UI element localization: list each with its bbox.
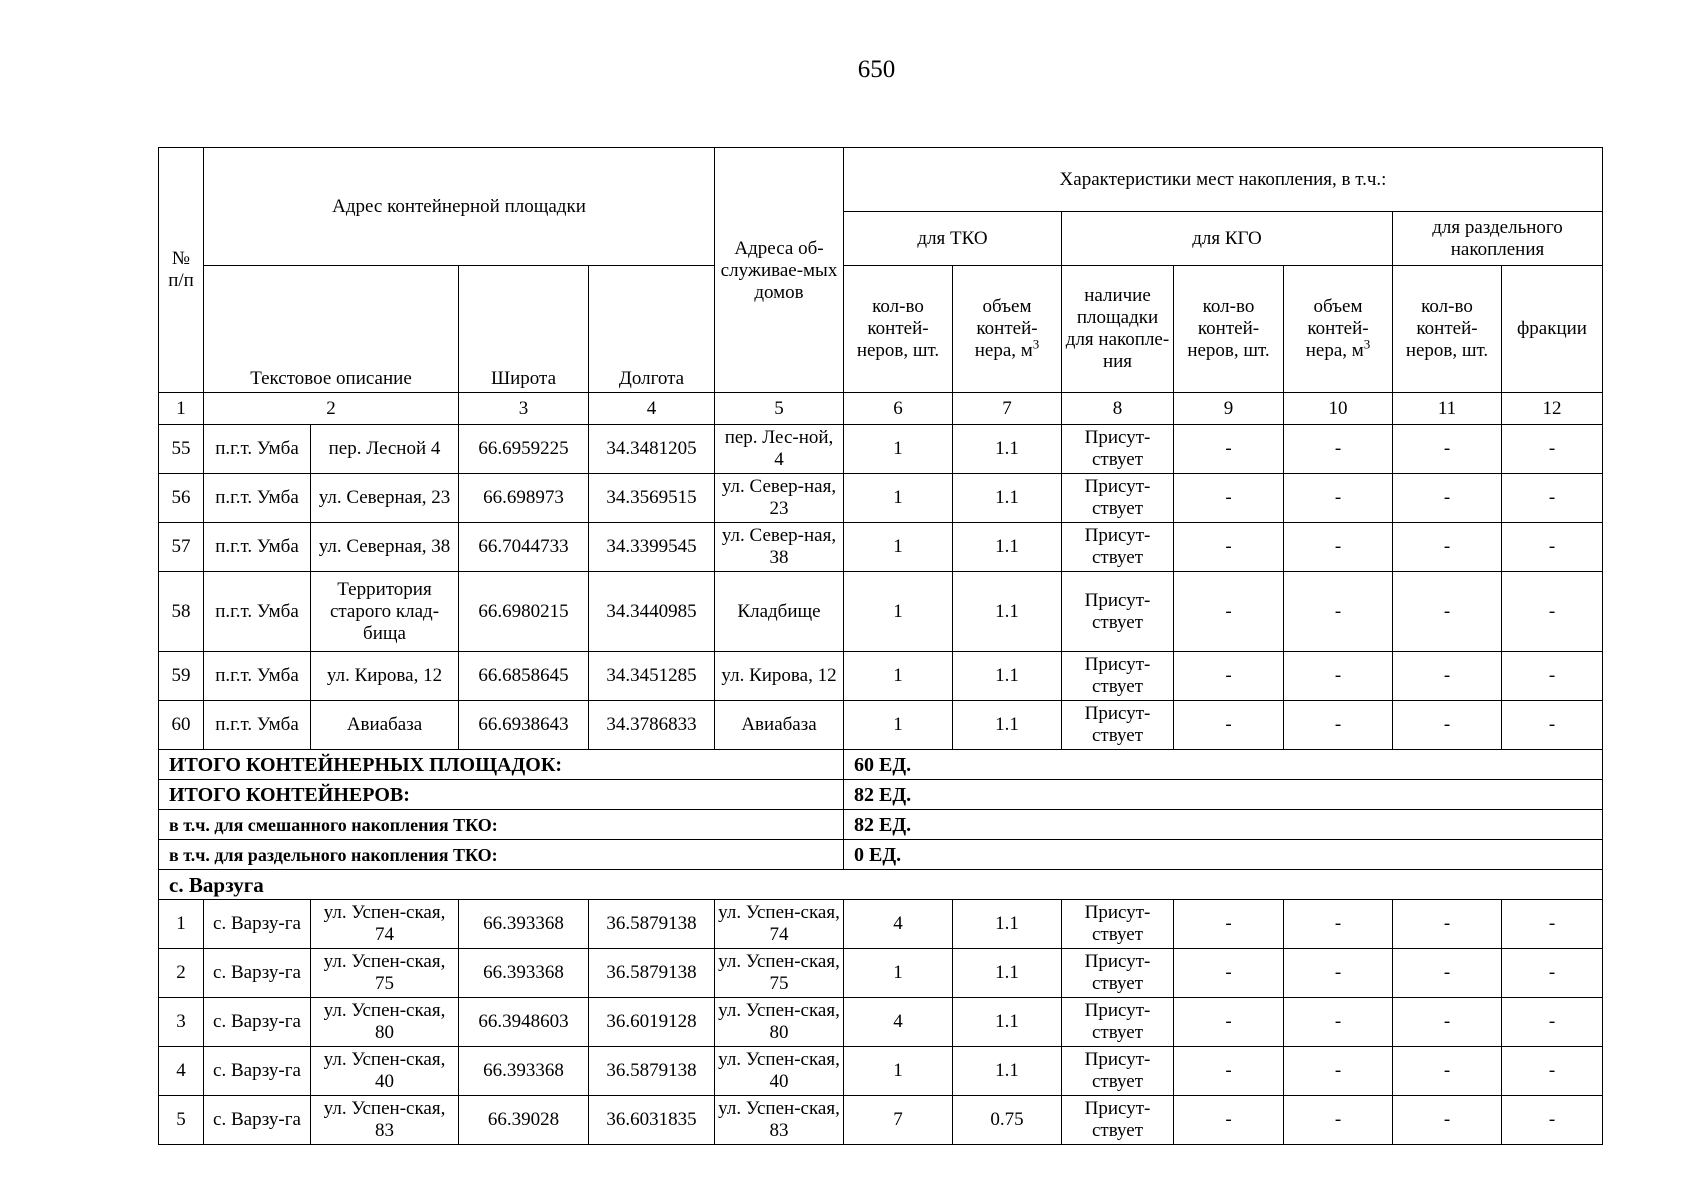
column-number: 10: [1284, 393, 1393, 425]
served-houses: ул. Успен-ская, 83: [715, 1096, 844, 1145]
separate-fractions: -: [1502, 949, 1603, 998]
kgo-site-presence: Присут-ствует: [1062, 998, 1174, 1047]
total-row: [159, 780, 1603, 810]
latitude: 66.7044733: [459, 523, 589, 572]
separate-fractions: -: [1502, 900, 1603, 949]
total-row: [159, 750, 1603, 780]
table-row: [159, 900, 1603, 949]
row-number: 59: [159, 652, 204, 701]
locality: п.г.т. Умба: [204, 652, 311, 701]
street-address: пер. Лесной 4: [311, 425, 459, 474]
tko-container-volume: 1.1: [953, 572, 1062, 652]
street-address: ул. Северная, 23: [311, 474, 459, 523]
kgo-site-presence: Присут-ствует: [1062, 425, 1174, 474]
header-tko-volume: объем контей-нера, $м^3$: [953, 266, 1062, 393]
tko-container-volume: 0.75: [953, 1096, 1062, 1145]
kgo-container-volume: -: [1284, 1047, 1393, 1096]
served-houses: ул. Успен-ская, 75: [715, 949, 844, 998]
separate-container-count: -: [1393, 425, 1502, 474]
street-address: ул. Северная, 38: [311, 523, 459, 572]
separate-container-count: -: [1393, 900, 1502, 949]
row-number: 5: [159, 1096, 204, 1145]
header-characteristics: Характеристики мест накопления, в т.ч.:: [844, 148, 1603, 212]
kgo-container-volume: -: [1284, 425, 1393, 474]
street-address: ул. Кирова, 12: [311, 652, 459, 701]
kgo-container-volume: -: [1284, 1096, 1393, 1145]
row-number: 58: [159, 572, 204, 652]
kgo-container-volume: -: [1284, 701, 1393, 750]
separate-container-count: -: [1393, 523, 1502, 572]
locality: с. Варзу-га: [204, 1096, 311, 1145]
kgo-site-presence: Присут-ствует: [1062, 652, 1174, 701]
tko-container-volume: 1.1: [953, 1047, 1062, 1096]
locality: с. Варзу-га: [204, 949, 311, 998]
tko-container-count: 1: [844, 572, 953, 652]
separate-container-count: -: [1393, 1047, 1502, 1096]
kgo-site-presence: Присут-ствует: [1062, 949, 1174, 998]
row-number: 1: [159, 900, 204, 949]
locality: п.г.т. Умба: [204, 474, 311, 523]
latitude: 66.698973: [459, 474, 589, 523]
served-houses: ул. Успен-ская, 40: [715, 1047, 844, 1096]
column-number: 2: [204, 393, 459, 425]
total-label: в т.ч. для смешанного накопления ТКО:: [159, 810, 844, 840]
separate-fractions: -: [1502, 998, 1603, 1047]
latitude: 66.6980215: [459, 572, 589, 652]
kgo-container-count: -: [1174, 652, 1284, 701]
header-text-description: Текстовое описание: [204, 266, 459, 393]
header-tko: для ТКО: [844, 212, 1062, 266]
longitude: 34.3786833: [589, 701, 715, 750]
kgo-container-volume: -: [1284, 474, 1393, 523]
locality: с. Варзу-га: [204, 1047, 311, 1096]
kgo-container-count: -: [1174, 900, 1284, 949]
tko-container-count: 1: [844, 701, 953, 750]
separate-fractions: -: [1502, 1047, 1603, 1096]
header-kgo-volume: объем контей-нера, $м^3$: [1284, 266, 1393, 393]
street-address: Авиабаза: [311, 701, 459, 750]
table-row: [159, 425, 1603, 474]
header-no: № п/п: [159, 148, 204, 393]
total-value: 60 ЕД.: [844, 750, 1603, 780]
kgo-site-presence: Присут-ствует: [1062, 701, 1174, 750]
street-address: Территория старого клад-бища: [311, 572, 459, 652]
table-row: [159, 1047, 1603, 1096]
row-number: 3: [159, 998, 204, 1047]
total-label: ИТОГО КОНТЕЙНЕРНЫХ ПЛОЩАДОК:: [159, 750, 844, 780]
table-row: [159, 998, 1603, 1047]
row-number: 4: [159, 1047, 204, 1096]
latitude: 66.6959225: [459, 425, 589, 474]
separate-fractions: -: [1502, 572, 1603, 652]
tko-container-count: 1: [844, 652, 953, 701]
row-number: 55: [159, 425, 204, 474]
column-number: 12: [1502, 393, 1603, 425]
header-latitude: Широта: [459, 266, 589, 393]
separate-container-count: -: [1393, 572, 1502, 652]
longitude: 36.5879138: [589, 1047, 715, 1096]
column-number: 8: [1062, 393, 1174, 425]
column-number: 4: [589, 393, 715, 425]
tko-container-volume: 1.1: [953, 998, 1062, 1047]
separate-fractions: -: [1502, 652, 1603, 701]
street-address: ул. Успен-ская, 80: [311, 998, 459, 1047]
section-title: с. Варзуга: [159, 870, 1603, 900]
table-row: [159, 523, 1603, 572]
separate-container-count: -: [1393, 1096, 1502, 1145]
tko-container-volume: 1.1: [953, 474, 1062, 523]
row-number: 56: [159, 474, 204, 523]
kgo-site-presence: Присут-ствует: [1062, 523, 1174, 572]
page-number: 650: [857, 56, 896, 83]
header-kgo-count: кол-во контей-неров, шт.: [1174, 266, 1284, 393]
locality: п.г.т. Умба: [204, 425, 311, 474]
longitude: 34.3451285: [589, 652, 715, 701]
served-houses: ул. Успен-ская, 80: [715, 998, 844, 1047]
kgo-container-count: -: [1174, 701, 1284, 750]
tko-container-volume: 1.1: [953, 425, 1062, 474]
tko-container-volume: 1.1: [953, 652, 1062, 701]
longitude: 36.5879138: [589, 949, 715, 998]
header-tko-count: кол-во контей-неров, шт.: [844, 266, 953, 393]
separate-fractions: -: [1502, 474, 1603, 523]
column-number: 1: [159, 393, 204, 425]
separate-fractions: -: [1502, 1096, 1603, 1145]
street-address: ул. Успен-ская, 83: [311, 1096, 459, 1145]
longitude: 34.3569515: [589, 474, 715, 523]
kgo-container-volume: -: [1284, 523, 1393, 572]
longitude: 34.3481205: [589, 425, 715, 474]
table-row: [159, 701, 1603, 750]
separate-container-count: -: [1393, 701, 1502, 750]
table-row: [159, 1096, 1603, 1145]
header-address-group: Адрес контейнерной площадки: [204, 148, 715, 266]
served-houses: ул. Успен-ская, 74: [715, 900, 844, 949]
total-value: 82 ЕД.: [844, 780, 1603, 810]
separate-container-count: -: [1393, 949, 1502, 998]
column-number: 6: [844, 393, 953, 425]
column-number: 11: [1393, 393, 1502, 425]
latitude: 66.393368: [459, 900, 589, 949]
served-houses: ул. Север-ная, 38: [715, 523, 844, 572]
header-separate: для раздельного накопления: [1393, 212, 1603, 266]
header-sep-fractions: фракции: [1502, 266, 1603, 393]
total-label: ИТОГО КОНТЕЙНЕРОВ:: [159, 780, 844, 810]
latitude: 66.6938643: [459, 701, 589, 750]
tko-container-count: 1: [844, 425, 953, 474]
street-address: ул. Успен-ская, 75: [311, 949, 459, 998]
tko-container-count: 1: [844, 523, 953, 572]
header-kgo: для КГО: [1062, 212, 1393, 266]
tko-container-volume: 1.1: [953, 701, 1062, 750]
tko-container-volume: 1.1: [953, 949, 1062, 998]
tko-container-count: 4: [844, 998, 953, 1047]
kgo-container-count: -: [1174, 998, 1284, 1047]
separate-container-count: -: [1393, 474, 1502, 523]
served-houses: Авиабаза: [715, 701, 844, 750]
tko-container-count: 1: [844, 1047, 953, 1096]
locality: с. Варзу-га: [204, 998, 311, 1047]
locality: п.г.т. Умба: [204, 572, 311, 652]
served-houses: пер. Лес-ной, 4: [715, 425, 844, 474]
kgo-site-presence: Присут-ствует: [1062, 1096, 1174, 1145]
separate-fractions: -: [1502, 425, 1603, 474]
column-number: 9: [1174, 393, 1284, 425]
served-houses: ул. Север-ная, 23: [715, 474, 844, 523]
kgo-container-count: -: [1174, 1096, 1284, 1145]
column-number: 5: [715, 393, 844, 425]
longitude: 36.6031835: [589, 1096, 715, 1145]
row-number: 2: [159, 949, 204, 998]
kgo-container-volume: -: [1284, 572, 1393, 652]
latitude: 66.393368: [459, 949, 589, 998]
header-sep-count: кол-во контей-неров, шт.: [1393, 266, 1502, 393]
kgo-site-presence: Присут-ствует: [1062, 572, 1174, 652]
separate-container-count: -: [1393, 998, 1502, 1047]
kgo-container-count: -: [1174, 474, 1284, 523]
table-row: [159, 572, 1603, 652]
kgo-container-count: -: [1174, 523, 1284, 572]
longitude: 36.6019128: [589, 998, 715, 1047]
locality: п.г.т. Умба: [204, 701, 311, 750]
total-value: 82 ЕД.: [844, 810, 1603, 840]
tko-container-count: 4: [844, 900, 953, 949]
column-number: 3: [459, 393, 589, 425]
table-row: [159, 474, 1603, 523]
row-number: 57: [159, 523, 204, 572]
street-address: ул. Успен-ская, 40: [311, 1047, 459, 1096]
latitude: 66.393368: [459, 1047, 589, 1096]
kgo-site-presence: Присут-ствует: [1062, 900, 1174, 949]
kgo-container-count: -: [1174, 572, 1284, 652]
served-houses: ул. Кирова, 12: [715, 652, 844, 701]
longitude: 34.3440985: [589, 572, 715, 652]
latitude: 66.6858645: [459, 652, 589, 701]
separate-fractions: -: [1502, 701, 1603, 750]
header-longitude: Долгота: [589, 266, 715, 393]
kgo-container-count: -: [1174, 1047, 1284, 1096]
tko-container-count: 1: [844, 474, 953, 523]
kgo-container-count: -: [1174, 949, 1284, 998]
container-sites-table: [158, 147, 1603, 1145]
header-kgo-presence: наличие площадки для накопле-ния: [1062, 266, 1174, 393]
served-houses: Кладбище: [715, 572, 844, 652]
tko-container-count: 7: [844, 1096, 953, 1145]
longitude: 36.5879138: [589, 900, 715, 949]
locality: п.г.т. Умба: [204, 523, 311, 572]
kgo-container-volume: -: [1284, 900, 1393, 949]
latitude: 66.3948603: [459, 998, 589, 1047]
separate-fractions: -: [1502, 523, 1603, 572]
total-label: в т.ч. для раздельного накопления ТКО:: [159, 840, 844, 870]
row-number: 60: [159, 701, 204, 750]
table-row: [159, 949, 1603, 998]
column-numbers-row: [159, 393, 1603, 425]
tko-container-count: 1: [844, 949, 953, 998]
kgo-container-volume: -: [1284, 949, 1393, 998]
total-row: [159, 840, 1603, 870]
tko-container-volume: 1.1: [953, 900, 1062, 949]
table-row: [159, 652, 1603, 701]
kgo-container-count: -: [1174, 425, 1284, 474]
kgo-container-volume: -: [1284, 652, 1393, 701]
locality: с. Варзу-га: [204, 900, 311, 949]
latitude: 66.39028: [459, 1096, 589, 1145]
header-served-houses: Адреса об-служивае-мых домов: [715, 148, 844, 393]
separate-container-count: -: [1393, 652, 1502, 701]
kgo-site-presence: Присут-ствует: [1062, 474, 1174, 523]
kgo-site-presence: Присут-ствует: [1062, 1047, 1174, 1096]
total-value: 0 ЕД.: [844, 840, 1603, 870]
kgo-container-volume: -: [1284, 998, 1393, 1047]
total-row: [159, 810, 1603, 840]
tko-container-volume: 1.1: [953, 523, 1062, 572]
column-number: 7: [953, 393, 1062, 425]
street-address: ул. Успен-ская, 74: [311, 900, 459, 949]
longitude: 34.3399545: [589, 523, 715, 572]
